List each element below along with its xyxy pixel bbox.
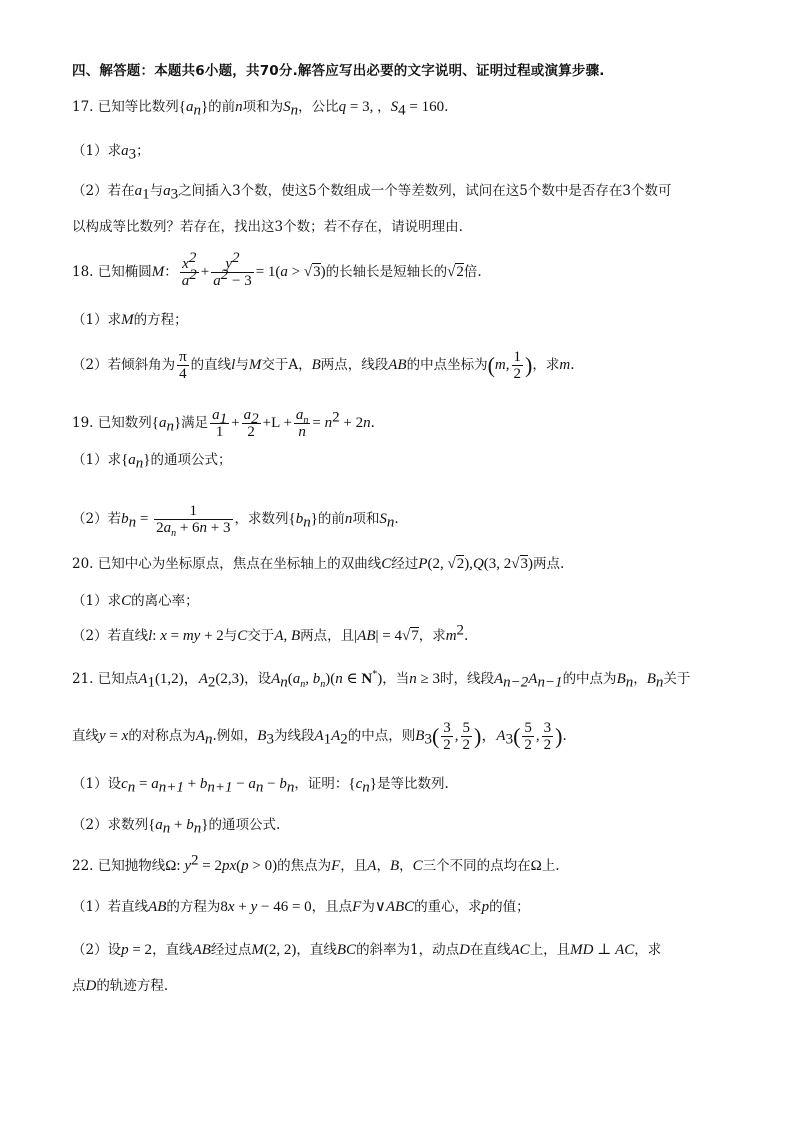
q22-part2-cont: 点D的轨迹方程. — [72, 978, 169, 994]
q19-stem: 19. 已知数列$\{a_n\}$满足 $\frac{a_1}{1}$ + $\frac{a_2}{2}$ +L + $\frac{a_n}{n}$ = $n^2 + 2n$. — [72, 407, 375, 440]
q20-stem: 20. 已知中心为坐标原点，焦点在坐标轴上的双曲线C经过P(2, √2),Q(3, 2√3)两点. — [72, 556, 565, 572]
q21-part1: （1）设$c_n = a_{n+1} + b_{n+1} - a_n - b_n$，证明：$\{c_n\}$是等比数列. — [72, 776, 449, 796]
q18-stem: 18. 已知椭圆M： $\frac{x^2}{a^2}$ + $\frac{y^2}{a^2 - 3}$ = 1(a > √3)的长轴长是短轴长的√2倍. — [72, 250, 482, 289]
q21-part2: （2）求数列$\{a_n + b_n\}$的通项公式. — [72, 817, 281, 837]
q17-part2: （2）若在$a_1$与$a_3$之间插入3个数，使这5个数组成一个等差数列，试问在这5个数中是否存在3个数可 — [72, 183, 672, 203]
q21-stem: 21. 已知点$A_1(1,2)$，$A_2(2,3)$，设$A_n(a_n$, $b_n)(n$ ∈ N*)，当n ≥ 3时，线段$A_{n-2}A_{n-1}$的中点为$B_n$，$B_n$关于 — [72, 669, 691, 691]
q18-part1: （1）求M的方程； — [72, 312, 188, 328]
q19-part2: （2）若$b_n$ = $\frac{1}{2a_n + 6n + 3}$ ，求数列$\{b_n\}$的前n项和$S_n$. — [72, 503, 399, 539]
q22-part1: （1）若直线AB的方程为8x + y − 46 = 0，且点F为∨ABC的重心，求p的值； — [72, 899, 530, 915]
q17-stem: 17. 已知等比数列$\{a_n\}$的前n项和为$S_n$，公比q = 3, ，$S_4 = 160$. — [72, 99, 449, 119]
q19-part1: （1）求$\{a_n\}$的通项公式； — [72, 452, 232, 472]
q20-part2: （2）若直线l: x = my + 2与C交于A, B两点，且|AB| = 4√7，求$m^2$. — [72, 622, 469, 644]
q21-line2: 直线y = x的对称点为$A_n$.例如，$B_3$为线段$A_1A_2$的中点，则$B_3$( $\frac{3}{2}$ , $\frac{5}{2}$ )，$A_3$( $\frac{5}{2}$ , $\frac{3}{2}$ ). — [72, 720, 567, 753]
q17-part2-cont: 以构成等比数列？若存在，找出这3个数；若不存在，请说明理由. — [72, 219, 463, 235]
q22-stem: 22. 已知抛物线Ω: $y^2 = 2px(p > 0)$的焦点为F，且A，B，C三个不同的点均在Ω上. — [72, 852, 560, 874]
q20-part1: （1）求C的离心率； — [72, 593, 199, 609]
section-heading: 四、解答题：本题共6小题，共70分.解答应写出必要的文字说明、证明过程或演算步骤. — [72, 63, 605, 79]
q22-part2: （2）设p = 2，直线AB经过点M(2, 2)，直线BC的斜率为1，动点D在直线AC上，且MD ⊥ AC，求 — [72, 942, 662, 958]
q18-part2: （2）若倾斜角为 $\frac{\pi}{4}$ 的直线l与M交于A，B两点，线段AB的中点坐标为(m, $\frac{1}{2}$ )，求m. — [72, 349, 575, 382]
q17-part1: （1）求$a_3$； — [72, 143, 150, 163]
